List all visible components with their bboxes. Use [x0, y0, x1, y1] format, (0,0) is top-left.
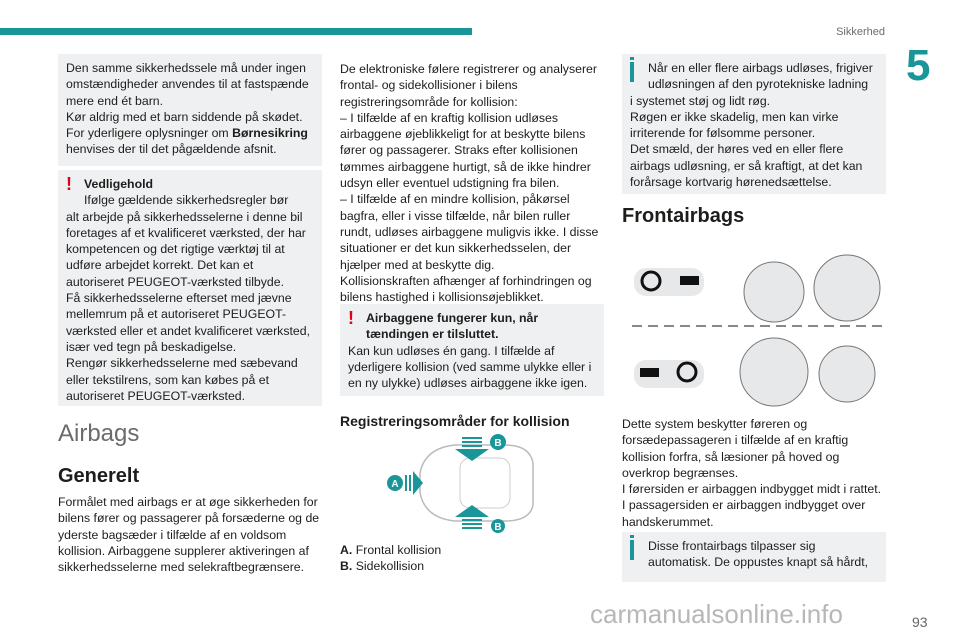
legend-item — [340, 542, 441, 558]
warning-body: Kan kun udløses én gang. I tilfælde af yderligere kollision (ved samme ulykke eller i en ny ulykke) udløses airbaggene ikke igen. — [348, 343, 592, 391]
warning-box — [58, 170, 322, 406]
header-bar — [0, 28, 472, 35]
warning-first: Ifølge gældende sikkerhedsregler bør — [84, 193, 289, 208]
note-text-end: henvises der til det pågældende afsnit. — [66, 142, 277, 157]
subheading: Frontairbags — [622, 205, 745, 227]
marker-b-label: B — [494, 522, 502, 533]
warning-icon: ! — [66, 174, 72, 194]
marker-a-label: A — [391, 479, 399, 490]
section-heading: Airbags — [58, 420, 140, 447]
dashboard-lhd — [634, 268, 704, 296]
warning-title: Airbaggene fungerer kun, når tændingen er tilsluttet. — [366, 311, 539, 342]
legend-text: Frontal kollision — [355, 543, 442, 557]
legend-key: A. — [340, 543, 353, 557]
marker-b-label: B — [494, 438, 502, 449]
warning-box — [340, 304, 604, 396]
section-title: Sikkerhed — [836, 26, 885, 38]
info-icon — [630, 540, 634, 560]
note-box — [58, 54, 322, 166]
note-text: Den samme sikkerhedssele må under ingen omstændigheder anvendes til at fastspænde mere end ét barn. Kør aldrig med et barn siddende på skødet. For yderligere oplysninger om — [66, 61, 309, 141]
subheading: Generelt — [58, 465, 140, 487]
legend — [340, 542, 441, 575]
legend-text: Sidekollision — [355, 559, 425, 574]
info-body: Disse frontairbags tilpasser sig automatisk. De oppustes knapt så hårdt, — [648, 539, 869, 570]
warning-body: alt arbejde på sikkerhedsselerne i denne bil foretages af et kvalificeret værksted, der har kompetencen og det rigtige værktøj til at udføre arbejdet korrekt. Det kan et autoriseret PEUGEOT-værksted tilbyde. Få sikkerhedsselerne efterset med jævne mellemrum på et autoriseret PEUGEOT-værksted eller et andet kvalificeret værksted, især ved tegn på beskadigelse. Rengør sikkerhedsselerne med sæbevand eller tekstilrens, som kan købes på et autoriseret PEUGEOT-værksted. — [66, 209, 310, 403]
warning-title: Vedligehold — [84, 177, 154, 191]
info-first: Når en eller flere airbags udløses, frigiver udløsningen af den pyrotekniske ladning — [648, 61, 873, 92]
body-text: De elektroniske følere registrerer og analyserer frontal- og sidekollisioner i bilens registreringsområde for kollision: – I tilfælde af en kraftig kollision udløses airbaggene øjeblikkeligt for at beskytte bilens fører og passagerer. Straks efter kollisionen tømmes airbaggene hurtigt, så de ikke hindrer udsyn eller eventuel udstigning fra bilen. – I tilfælde af en mindre kollision, påkørsel bagfra, eller i visse tilfælde, når bilen ruller rundt, udløses airbaggene muligvis ikke. I disse situationer er det kun sikkerhedsselen, der hjælper med at beskytte dig. Kollisionskraften afhænger af forhindringen og bilens hastighed i kollisionsøjeblikket. — [340, 62, 599, 305]
collision-diagram — [385, 433, 535, 533]
legend-key: B. — [340, 559, 353, 574]
side-arrows — [405, 437, 489, 529]
subheading: Registreringsområder for kollision — [340, 413, 570, 429]
warning-icon: ! — [348, 308, 354, 328]
watermark: carmanualsonline.info — [590, 599, 843, 629]
body-text: Dette system beskytter føreren og forsædepassageren i tilfælde af en kraftig kollision forfra, så læsioner på hoved og overkrop begrænses. I førersiden er airbaggen indbygget midt i rattet. I passagersiden er airbaggen indbygget over handskerummet. — [622, 417, 882, 529]
info-icon — [630, 62, 634, 82]
page-number: 93 — [912, 614, 928, 630]
airbags — [740, 255, 880, 406]
chapter-number: 5 — [906, 41, 931, 90]
legend-item — [340, 558, 441, 574]
body-text: Formålet med airbags er at øge sikkerheden for bilens fører og passagerer på forsæderne og de yderste bagsæder i tilfælde af en voldsom kollision. Airbaggene supplerer aktiveringen af sikkerhedsselerne med selekraftbegrænsere. — [58, 495, 320, 575]
info-box — [622, 532, 886, 582]
info-box — [622, 54, 886, 194]
dashboard-rhd — [634, 360, 704, 388]
frontairbag-diagram — [622, 240, 892, 410]
note-bold: Børnesikring — [232, 126, 308, 141]
info-body: i systemet støj og lidt røg. Røgen er ikke skadelig, men kan virke irriterende for følsomme personer. Det smæld, der høres ved en eller flere airbags udløsning, er så kraftigt, at det kan forårsage kortvarig hørenedsættelse. — [630, 93, 863, 190]
